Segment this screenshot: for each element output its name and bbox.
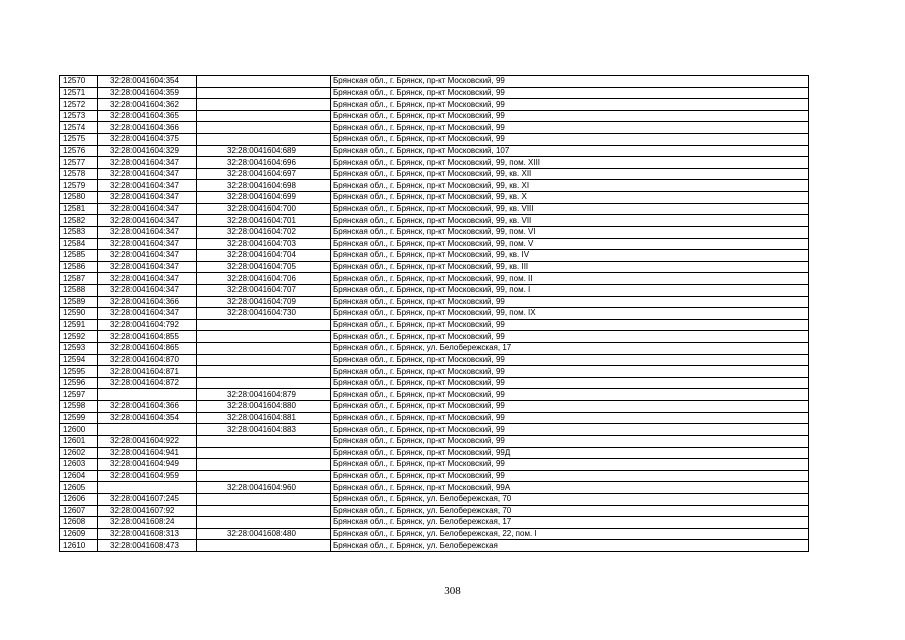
address-cell: Брянская обл., г. Брянск, пр-кт Московский, 99, пом. V xyxy=(331,238,809,250)
object-number-cell: 32:28:0041604:881 xyxy=(197,412,331,424)
object-number-cell: 32:28:0041608:480 xyxy=(197,528,331,540)
table-row xyxy=(60,215,809,227)
address-cell: Брянская обл., г. Брянск, пр-кт Московский, 99 xyxy=(331,87,809,99)
object-number-cell xyxy=(197,87,331,99)
object-number-cell: 32:28:0041604:702 xyxy=(197,226,331,238)
object-number-cell xyxy=(197,354,331,366)
parcel-number-cell: 32:28:0041604:354 xyxy=(98,412,197,424)
row-number-cell: 12575 xyxy=(60,134,98,146)
table-row xyxy=(60,331,809,343)
parcel-number-cell: 32:28:0041604:347 xyxy=(98,180,197,192)
address-cell: Брянская обл., г. Брянск, пр-кт Московский, 99, кв. XI xyxy=(331,180,809,192)
table-row xyxy=(60,366,809,378)
table-row xyxy=(60,459,809,471)
address-cell: Брянская обл., г. Брянск, ул. Белобережская, 70 xyxy=(331,493,809,505)
object-number-cell: 32:28:0041604:709 xyxy=(197,296,331,308)
object-number-cell xyxy=(197,76,331,88)
object-number-cell xyxy=(197,134,331,146)
address-cell: Брянская обл., г. Брянск, пр-кт Московский, 99, кв. IV xyxy=(331,250,809,262)
page-number: 308 xyxy=(444,585,461,597)
row-number-cell: 12587 xyxy=(60,273,98,285)
row-number-cell: 12576 xyxy=(60,145,98,157)
table-row xyxy=(60,145,809,157)
parcel-number-cell: 32:28:0041604:347 xyxy=(98,226,197,238)
table-row xyxy=(60,424,809,436)
table-row xyxy=(60,110,809,122)
row-number-cell: 12585 xyxy=(60,250,98,262)
object-number-cell xyxy=(197,540,331,552)
table-row xyxy=(60,238,809,250)
registry-table-body xyxy=(60,76,809,552)
parcel-number-cell: 32:28:0041604:347 xyxy=(98,308,197,320)
table-row xyxy=(60,284,809,296)
row-number-cell: 12586 xyxy=(60,261,98,273)
table-row xyxy=(60,180,809,192)
object-number-cell xyxy=(197,505,331,517)
row-number-cell: 12571 xyxy=(60,87,98,99)
address-cell: Брянская обл., г. Брянск, пр-кт Московский, 99 xyxy=(331,110,809,122)
row-number-cell: 12570 xyxy=(60,76,98,88)
object-number-cell xyxy=(197,377,331,389)
address-cell: Брянская обл., г. Брянск, пр-кт Московский, 107 xyxy=(331,145,809,157)
address-cell: Брянская обл., г. Брянск, пр-кт Московский, 99, пом. II xyxy=(331,273,809,285)
address-cell: Брянская обл., г. Брянск, пр-кт Московский, 99 xyxy=(331,319,809,331)
object-number-cell: 32:28:0041604:699 xyxy=(197,192,331,204)
row-number-cell: 12610 xyxy=(60,540,98,552)
parcel-number-cell xyxy=(98,424,197,436)
table-row xyxy=(60,261,809,273)
address-cell: Брянская обл., г. Брянск, пр-кт Московский, 99 xyxy=(331,354,809,366)
object-number-cell xyxy=(197,331,331,343)
row-number-cell: 12603 xyxy=(60,459,98,471)
parcel-number-cell: 32:28:0041604:375 xyxy=(98,134,197,146)
object-number-cell: 32:28:0041604:883 xyxy=(197,424,331,436)
parcel-number-cell: 32:28:0041607:92 xyxy=(98,505,197,517)
row-number-cell: 12573 xyxy=(60,110,98,122)
address-cell: Брянская обл., г. Брянск, пр-кт Московский, 99, кв. X xyxy=(331,192,809,204)
address-cell: Брянская обл., г. Брянск, пр-кт Московский, 99, кв. VIII xyxy=(331,203,809,215)
table-row xyxy=(60,250,809,262)
row-number-cell: 12606 xyxy=(60,493,98,505)
address-cell: Брянская обл., г. Брянск, ул. Белобережская xyxy=(331,540,809,552)
parcel-number-cell: 32:28:0041604:922 xyxy=(98,435,197,447)
parcel-number-cell xyxy=(98,482,197,494)
address-cell: Брянская обл., г. Брянск, пр-кт Московский, 99, пом. I xyxy=(331,284,809,296)
parcel-number-cell: 32:28:0041604:347 xyxy=(98,250,197,262)
object-number-cell xyxy=(197,435,331,447)
registry-table xyxy=(59,75,809,552)
table-row xyxy=(60,412,809,424)
parcel-number-cell: 32:28:0041604:347 xyxy=(98,273,197,285)
address-cell: Брянская обл., г. Брянск, пр-кт Московский, 99 xyxy=(331,389,809,401)
object-number-cell xyxy=(197,366,331,378)
object-number-cell: 32:28:0041604:697 xyxy=(197,168,331,180)
address-cell: Брянская обл., г. Брянск, пр-кт Московский, 99 xyxy=(331,366,809,378)
parcel-number-cell: 32:28:0041604:366 xyxy=(98,401,197,413)
parcel-number-cell: 32:28:0041608:473 xyxy=(98,540,197,552)
object-number-cell xyxy=(197,99,331,111)
object-number-cell: 32:28:0041604:880 xyxy=(197,401,331,413)
object-number-cell: 32:28:0041604:700 xyxy=(197,203,331,215)
table-row xyxy=(60,343,809,355)
address-cell: Брянская обл., г. Брянск, пр-кт Московский, 99 xyxy=(331,296,809,308)
parcel-number-cell: 32:28:0041604:855 xyxy=(98,331,197,343)
table-row xyxy=(60,401,809,413)
address-cell: Брянская обл., г. Брянск, ул. Белобережская, 17 xyxy=(331,517,809,529)
parcel-number-cell: 32:28:0041604:959 xyxy=(98,470,197,482)
object-number-cell xyxy=(197,493,331,505)
row-number-cell: 12600 xyxy=(60,424,98,436)
table-row xyxy=(60,517,809,529)
address-cell: Брянская обл., г. Брянск, пр-кт Московский, 99 xyxy=(331,412,809,424)
table-row xyxy=(60,168,809,180)
parcel-number-cell: 32:28:0041604:365 xyxy=(98,110,197,122)
table-row xyxy=(60,99,809,111)
parcel-number-cell: 32:28:0041604:347 xyxy=(98,238,197,250)
object-number-cell xyxy=(197,517,331,529)
row-number-cell: 12609 xyxy=(60,528,98,540)
table-row xyxy=(60,377,809,389)
table-row xyxy=(60,157,809,169)
object-number-cell: 32:28:0041604:960 xyxy=(197,482,331,494)
address-cell: Брянская обл., г. Брянск, пр-кт Московский, 99А xyxy=(331,482,809,494)
table-row xyxy=(60,273,809,285)
row-number-cell: 12593 xyxy=(60,343,98,355)
object-number-cell: 32:28:0041604:705 xyxy=(197,261,331,273)
address-cell: Брянская обл., г. Брянск, пр-кт Московский, 99 xyxy=(331,435,809,447)
parcel-number-cell: 32:28:0041604:865 xyxy=(98,343,197,355)
table-row xyxy=(60,319,809,331)
parcel-number-cell: 32:28:0041604:362 xyxy=(98,99,197,111)
parcel-number-cell: 32:28:0041604:871 xyxy=(98,366,197,378)
object-number-cell: 32:28:0041604:689 xyxy=(197,145,331,157)
parcel-number-cell: 32:28:0041604:347 xyxy=(98,261,197,273)
address-cell: Брянская обл., г. Брянск, пр-кт Московский, 99 xyxy=(331,134,809,146)
address-cell: Брянская обл., г. Брянск, пр-кт Московский, 99 xyxy=(331,459,809,471)
table-row xyxy=(60,296,809,308)
parcel-number-cell: 32:28:0041604:366 xyxy=(98,122,197,134)
row-number-cell: 12590 xyxy=(60,308,98,320)
parcel-number-cell: 32:28:0041604:870 xyxy=(98,354,197,366)
table-row xyxy=(60,308,809,320)
address-cell: Брянская обл., г. Брянск, пр-кт Московский, 99Д xyxy=(331,447,809,459)
object-number-cell xyxy=(197,447,331,459)
parcel-number-cell: 32:28:0041604:949 xyxy=(98,459,197,471)
parcel-number-cell: 32:28:0041607:245 xyxy=(98,493,197,505)
table-row xyxy=(60,87,809,99)
object-number-cell: 32:28:0041604:706 xyxy=(197,273,331,285)
address-cell: Брянская обл., г. Брянск, пр-кт Московский, 99 xyxy=(331,99,809,111)
table-row xyxy=(60,505,809,517)
row-number-cell: 12597 xyxy=(60,389,98,401)
row-number-cell: 12599 xyxy=(60,412,98,424)
table-row xyxy=(60,482,809,494)
parcel-number-cell: 32:28:0041604:347 xyxy=(98,215,197,227)
row-number-cell: 12574 xyxy=(60,122,98,134)
object-number-cell: 32:28:0041604:696 xyxy=(197,157,331,169)
address-cell: Брянская обл., г. Брянск, пр-кт Московский, 99, кв. XII xyxy=(331,168,809,180)
address-cell: Брянская обл., г. Брянск, пр-кт Московский, 99, пом. IX xyxy=(331,308,809,320)
row-number-cell: 12596 xyxy=(60,377,98,389)
row-number-cell: 12592 xyxy=(60,331,98,343)
object-number-cell xyxy=(197,470,331,482)
object-number-cell: 32:28:0041604:703 xyxy=(197,238,331,250)
row-number-cell: 12598 xyxy=(60,401,98,413)
table-row xyxy=(60,389,809,401)
object-number-cell: 32:28:0041604:701 xyxy=(197,215,331,227)
table-row xyxy=(60,76,809,88)
object-number-cell xyxy=(197,319,331,331)
row-number-cell: 12589 xyxy=(60,296,98,308)
address-cell: Брянская обл., г. Брянск, пр-кт Московский, 99 xyxy=(331,470,809,482)
table-row xyxy=(60,540,809,552)
parcel-number-cell: 32:28:0041604:354 xyxy=(98,76,197,88)
address-cell: Брянская обл., г. Брянск, пр-кт Московский, 99, пом. XIII xyxy=(331,157,809,169)
parcel-number-cell: 32:28:0041604:347 xyxy=(98,203,197,215)
address-cell: Брянская обл., г. Брянск, пр-кт Московский, 99, пом. VI xyxy=(331,226,809,238)
row-number-cell: 12595 xyxy=(60,366,98,378)
address-cell: Брянская обл., г. Брянск, пр-кт Московский, 99 xyxy=(331,122,809,134)
row-number-cell: 12582 xyxy=(60,215,98,227)
parcel-number-cell: 32:28:0041604:872 xyxy=(98,377,197,389)
object-number-cell: 32:28:0041604:707 xyxy=(197,284,331,296)
address-cell: Брянская обл., г. Брянск, пр-кт Московский, 99 xyxy=(331,401,809,413)
row-number-cell: 12577 xyxy=(60,157,98,169)
row-number-cell: 12601 xyxy=(60,435,98,447)
row-number-cell: 12579 xyxy=(60,180,98,192)
row-number-cell: 12580 xyxy=(60,192,98,204)
row-number-cell: 12572 xyxy=(60,99,98,111)
table-row xyxy=(60,192,809,204)
row-number-cell: 12583 xyxy=(60,226,98,238)
parcel-number-cell: 32:28:0041608:313 xyxy=(98,528,197,540)
parcel-number-cell: 32:28:0041604:347 xyxy=(98,168,197,180)
object-number-cell: 32:28:0041604:704 xyxy=(197,250,331,262)
row-number-cell: 12578 xyxy=(60,168,98,180)
parcel-number-cell: 32:28:0041604:347 xyxy=(98,284,197,296)
row-number-cell: 12602 xyxy=(60,447,98,459)
parcel-number-cell: 32:28:0041604:329 xyxy=(98,145,197,157)
row-number-cell: 12604 xyxy=(60,470,98,482)
parcel-number-cell: 32:28:0041604:347 xyxy=(98,157,197,169)
table-row xyxy=(60,203,809,215)
address-cell: Брянская обл., г. Брянск, пр-кт Московский, 99 xyxy=(331,331,809,343)
parcel-number-cell: 32:28:0041604:366 xyxy=(98,296,197,308)
address-cell: Брянская обл., г. Брянск, пр-кт Московский, 99, кв. III xyxy=(331,261,809,273)
parcel-number-cell: 32:28:0041604:359 xyxy=(98,87,197,99)
parcel-number-cell: 32:28:0041604:941 xyxy=(98,447,197,459)
address-cell: Брянская обл., г. Брянск, ул. Белобережская, 22, пом. I xyxy=(331,528,809,540)
row-number-cell: 12608 xyxy=(60,517,98,529)
address-cell: Брянская обл., г. Брянск, ул. Белобережская, 70 xyxy=(331,505,809,517)
object-number-cell: 32:28:0041604:698 xyxy=(197,180,331,192)
row-number-cell: 12591 xyxy=(60,319,98,331)
row-number-cell: 12584 xyxy=(60,238,98,250)
table-row xyxy=(60,493,809,505)
row-number-cell: 12607 xyxy=(60,505,98,517)
parcel-number-cell: 32:28:0041608:24 xyxy=(98,517,197,529)
object-number-cell xyxy=(197,459,331,471)
object-number-cell: 32:28:0041604:879 xyxy=(197,389,331,401)
object-number-cell xyxy=(197,110,331,122)
table-row xyxy=(60,122,809,134)
parcel-number-cell: 32:28:0041604:347 xyxy=(98,192,197,204)
address-cell: Брянская обл., г. Брянск, пр-кт Московский, 99, кв. VII xyxy=(331,215,809,227)
table-row xyxy=(60,470,809,482)
table-row xyxy=(60,226,809,238)
row-number-cell: 12581 xyxy=(60,203,98,215)
object-number-cell xyxy=(197,122,331,134)
row-number-cell: 12594 xyxy=(60,354,98,366)
row-number-cell: 12605 xyxy=(60,482,98,494)
table-row xyxy=(60,447,809,459)
row-number-cell: 12588 xyxy=(60,284,98,296)
parcel-number-cell: 32:28:0041604:792 xyxy=(98,319,197,331)
table-row xyxy=(60,354,809,366)
address-cell: Брянская обл., г. Брянск, пр-кт Московский, 99 xyxy=(331,424,809,436)
address-cell: Брянская обл., г. Брянск, ул. Белобережская, 17 xyxy=(331,343,809,355)
object-number-cell xyxy=(197,343,331,355)
table-row xyxy=(60,435,809,447)
address-cell: Брянская обл., г. Брянск, пр-кт Московский, 99 xyxy=(331,76,809,88)
parcel-number-cell xyxy=(98,389,197,401)
address-cell: Брянская обл., г. Брянск, пр-кт Московский, 99 xyxy=(331,377,809,389)
object-number-cell: 32:28:0041604:730 xyxy=(197,308,331,320)
table-row xyxy=(60,134,809,146)
table-row xyxy=(60,528,809,540)
